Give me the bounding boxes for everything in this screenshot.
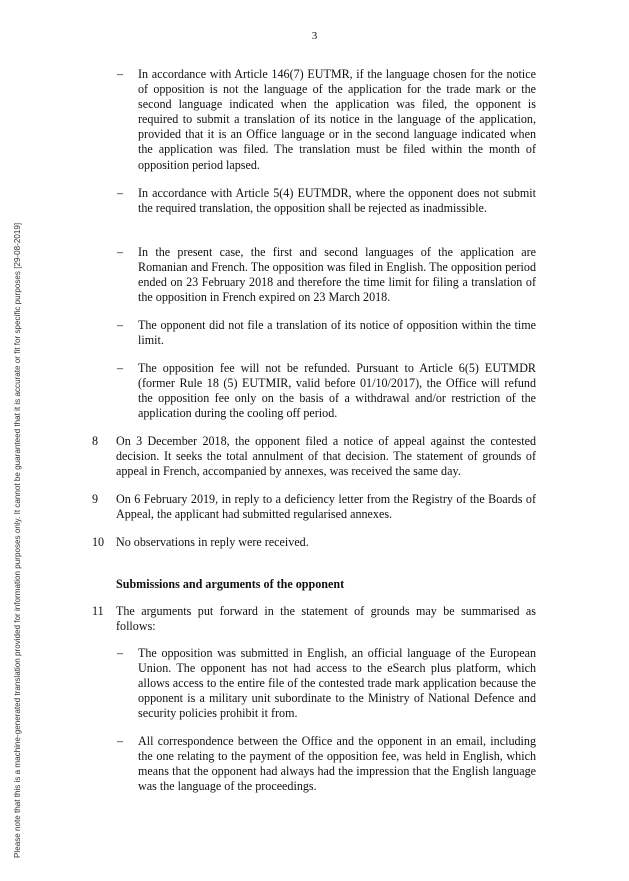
paragraph-11: The arguments put forward in the statement of grounds may be summarised as follows:	[116, 604, 536, 634]
paragraph-number: 9	[92, 492, 99, 506]
bullet-dash: –	[117, 734, 124, 748]
bullet-present-case: In the present case, the first and second languages of the application are Romanian and French. The opposition was filed in English. The opposition period ended on 23 February 2018 and therefore the time limit for filing a translation of the opposition in French expired on 23 March 2018.	[138, 245, 536, 305]
bullet-fee-not-refunded: The opposition fee will not be refunded. Pursuant to Article 6(5) EUTMDR (former Rule 18 (5) EUTMIR, valid before 01/10/2017), the Office will refund the opposition fee only on the basis of a withdrawal and/or restriction of the application during the cooling off period.	[138, 361, 536, 421]
bullet-dash: –	[117, 646, 124, 660]
paragraph-number: 8	[92, 434, 99, 448]
bullet-dash: –	[117, 186, 124, 200]
bullet-dash: –	[117, 361, 124, 375]
paragraph-number: 11	[92, 604, 104, 618]
machine-translation-disclaimer: Please note that this is a machine-generated translation provided for information purposes only. It cannot be guaranteed that it is accurate or fit for specific purposes [29-08-2019]	[13, 222, 22, 858]
bullet-dash: –	[117, 318, 124, 332]
bullet-opposition-english: The opposition was submitted in English, an official language of the European Union. The opponent has not had access to the eSearch plus platform, which allows access to the entire file of the contested trade mark application because the opponent is a military unit subordinate to the Ministry of National Defence and security policies prohibit it from.	[138, 646, 536, 721]
bullet-dash: –	[117, 245, 124, 259]
bullet-correspondence: All correspondence between the Office and the opponent in an email, including the one relating to the payment of the opposition fee, was held in English, which means that the opponent had always had the impression that the English language was the language of the proceedings.	[138, 734, 536, 794]
bullet-article-146: In accordance with Article 146(7) EUTMR, if the language chosen for the notice of opposition is not the language of the application for the trade mark or the second language indicated when the application was filed, the opponent is required to submit a translation of its notice in the language of the application, provided that it is an Office language or in the second language indicated when the application was filed. The translation must be filed within the month of opposition period lapsed.	[138, 67, 536, 172]
page-number: 3	[311, 30, 318, 42]
paragraph-8: On 3 December 2018, the opponent filed a notice of appeal against the contested decision. It seeks the total annulment of that decision. The statement of grounds of appeal in French, accompanied by annexes, was received the same day.	[116, 434, 536, 479]
paragraph-9: On 6 February 2019, in reply to a deficiency letter from the Registry of the Boards of Appeal, the applicant had submitted regularised annexes.	[116, 492, 536, 522]
bullet-no-translation: The opponent did not file a translation of its notice of opposition within the time limit.	[138, 318, 536, 348]
paragraph-number: 10	[92, 535, 105, 549]
section-heading: Submissions and arguments of the opponent	[116, 577, 345, 591]
paragraph-10: No observations in reply were received.	[116, 535, 309, 549]
bullet-article-5-4: In accordance with Article 5(4) EUTMDR, where the opponent does not submit the required translation, the opposition shall be rejected as inadmissible.	[138, 186, 536, 216]
bullet-dash: –	[117, 67, 124, 81]
